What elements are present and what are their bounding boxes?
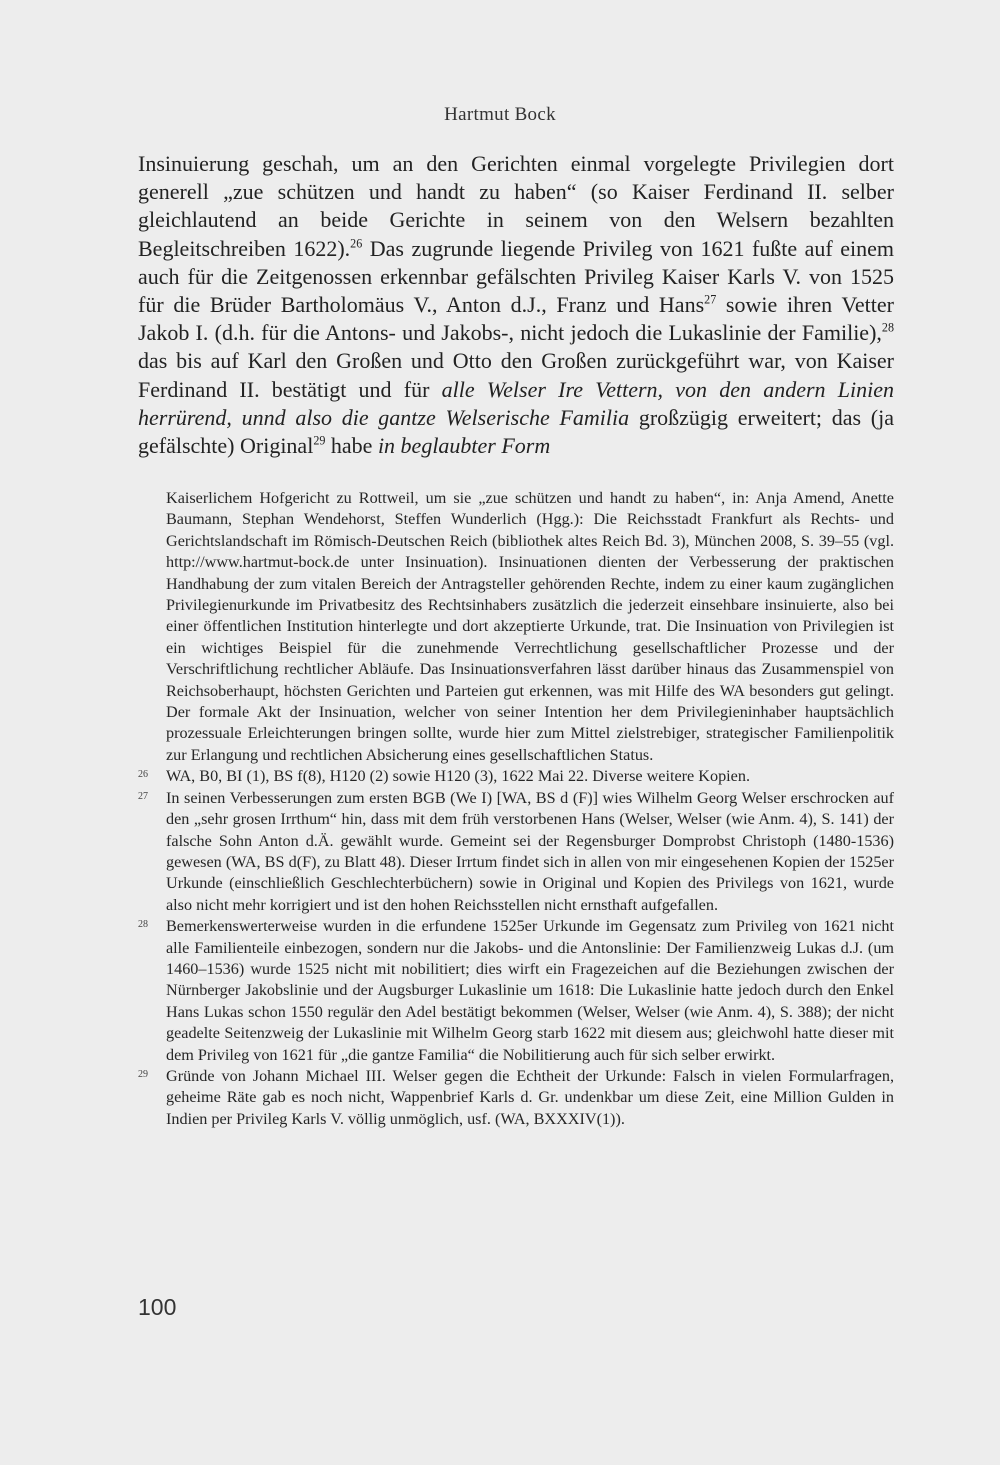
- footnote-number: 29: [138, 1068, 148, 1080]
- body-text-segment: Das zugrunde liegende Privileg von 1621 fußte auf einem auch für die Zeitgenossen erkennbar gefälschten Privileg Kaiser Karls V. von 1525 für die Brüder Bartholomäus V., Anton d.J., Franz und Hans: [138, 235, 894, 318]
- running-head-author: Hartmut Bock: [444, 104, 556, 125]
- footnote-26: [138, 766, 894, 787]
- footnote-27: [138, 788, 894, 916]
- footnote-text: WA, B0, BI (1), BS f(8), H120 (2) sowie H120 (3), 1622 Mai 22. Diverse weitere Kopien.: [166, 767, 750, 786]
- footnote-reference-28[interactable]: 28: [881, 320, 894, 335]
- footnote-reference-27[interactable]: 27: [704, 292, 717, 307]
- footnote-continuation: Kaiserlichem Hofgericht zu Rottweil, um sie „zue schützen und handt zu haben“, in: Anja Amend, Anette Baumann, Stephan Wendehorst, Steffen Wunderlich (Hgg.): Die Reichsstadt Frankfurt als Rechts- und Gerichtslandschaft im Römisch-Deutschen Reich (bibliothek altes Reich Bd. 3), München 2008, S. 39–55 (vgl. http://www.hartmut-bock.de unter Insinuation). Insinuationen dienten der Verbesserung der praktischen Handhabung der zum vitalen Bereich der Antragsteller gehörenden Rechte, indem zu einer kaum zugänglichen Privilegienurkunde im Privatbesitz des Rechtsinhabers zusätzlich die jederzeit einsehbare insinuierte, also bei einer öffentlichen Institution hinterlegte und dort akzeptierte Urkunde, trat. Die Insinuation von Privilegien ist ein wichtiges Beispiel für die zunehmende Verrechtlichung gesellschaftlicher Prozesse und der Verschriftlichung rechtlicher Abläufe. Das Insinuationsverfahren lässt darüber hinaus das Zusammenspiel von Reichsoberhaupt, höchsten Gerichten und Parteien gut erkennen, was mit Hilfe des WA besonders gut gelingt. Der formale Akt der Insinuation, welcher von seiner Intention her dem Privilegieninhaber hauptsächlich prozessuale Erleichterungen bringen sollte, wurde hier zum Mittel zielstrebiger, strategischer Familienpolitik zur Erlangung und rechtlichen Absicherung eines gesellschaftlichen Status.: [166, 489, 894, 764]
- footnote-28: [138, 916, 894, 1066]
- page-number: 100: [138, 1294, 177, 1320]
- footnote-number: 27: [138, 790, 148, 802]
- footnote-number: 26: [138, 769, 148, 781]
- body-text-segment: sowie ihren Vetter Jakob I. (d.h. für die Antons- und Jakobs-, nicht jedoch die Lukaslinie der Familie),: [138, 292, 894, 346]
- body-text-segment: das bis auf Karl den Großen und Otto den Großen zurückgeführt war, von Kaiser Ferdinand II. bestätigt und für: [138, 348, 894, 402]
- italic-quotation: in beglaubter Form: [377, 433, 551, 459]
- italic-quotation: alle Welser Ire Vettern, von den andern Linien herrürend, unnd also die gantze Welserische Familia: [138, 376, 894, 430]
- footnote-text: Gründe von Johann Michael III. Welser gegen die Echtheit der Urkunde: Falsch in vielen Formularfragen, geheime Räte gab es noch nicht, Wappenbrief Karls d. Gr. undenkbar um diese Zeit, eine Million Gulden in Indien per Privileg Karls V. völlig unmöglich, usf. (WA, BXXXIV(1)).: [166, 1066, 894, 1128]
- body-text-segment: habe: [325, 433, 378, 459]
- footnote-29: [138, 1066, 894, 1130]
- footnote-number: 28: [138, 919, 148, 931]
- main-body-text: [138, 150, 894, 460]
- body-text-segment: großzügig erweitert; das (ja gefälschte) Original: [138, 404, 895, 459]
- body-text-segment: Insinuierung geschah, um an den Gerichten einmal vorgelegte Privilegien dort generell „zue schützen und handt zu haben“ (so Kaiser Ferdinand II. selber gleichlautend an beide Gerichte in seinem von den Welsern bezahlten Begleitschreiben 1622).: [138, 151, 894, 261]
- footnote-text: In seinen Verbesserungen zum ersten BGB (We I) [WA, BS d (F)] wies Wilhelm Georg Welser erschrocken auf den „sehr grosen Irrthum“ hin, dass mit dem früh verstorbenen Hans (Welser, Welser (wie Anm. 4), S. 141) der falsche Sohn Anton d.Ä. gewählt wurde. Gemeint sei der Regensburger Domprobst Christoph (1480-1536) gewesen (WA, BS d(F), zu Blatt 48). Dieser Irrtum findet sich in allen von mir eingesehenen Kopien der 1525er Urkunde (einschließlich Geschlechterbüchern) sowie in Original und Kopien des Privilegs von 1621, wurde also nicht mehr korrigiert und ist den hohen Reichsstellen nicht ernsthaft aufgefallen.: [166, 788, 894, 914]
- footnote-reference-29[interactable]: 29: [313, 433, 326, 448]
- footnote-reference-26[interactable]: 26: [350, 236, 363, 251]
- footnote-text: Bemerkenswerterweise wurden in die erfundene 1525er Urkunde im Gegensatz zum Privileg von 1621 nicht alle Familienteile einbezogen, sondern nur die Jakobs- und die Antonslinie: Der Familienzweig Lukas d.J. (um 1460–1536) wurde 1525 nicht mit nobilitiert; dies wirft ein Fragezeichen auf die Beziehungen zwischen der Nürnberger Jakobslinie und der Augsburger Lukaslinie um 1618: Die Lukaslinie hatte jedoch durch den Enkel Hans Lukas schon 1550 regulär den Adel bestätigt bekommen (Welser, Welser (wie Anm. 4), S. 388); der nicht geadelte Seitenzweig der Lukaslinie mit Wilhelm Georg starb 1622 mit diesem aus; gleichwohl hatte dieser mit dem Privileg von 1621 für „die gantze Familia“ die Nobilitierung auch für sich selber erwirkt.: [166, 917, 894, 1064]
- footnotes-section: [138, 488, 894, 1130]
